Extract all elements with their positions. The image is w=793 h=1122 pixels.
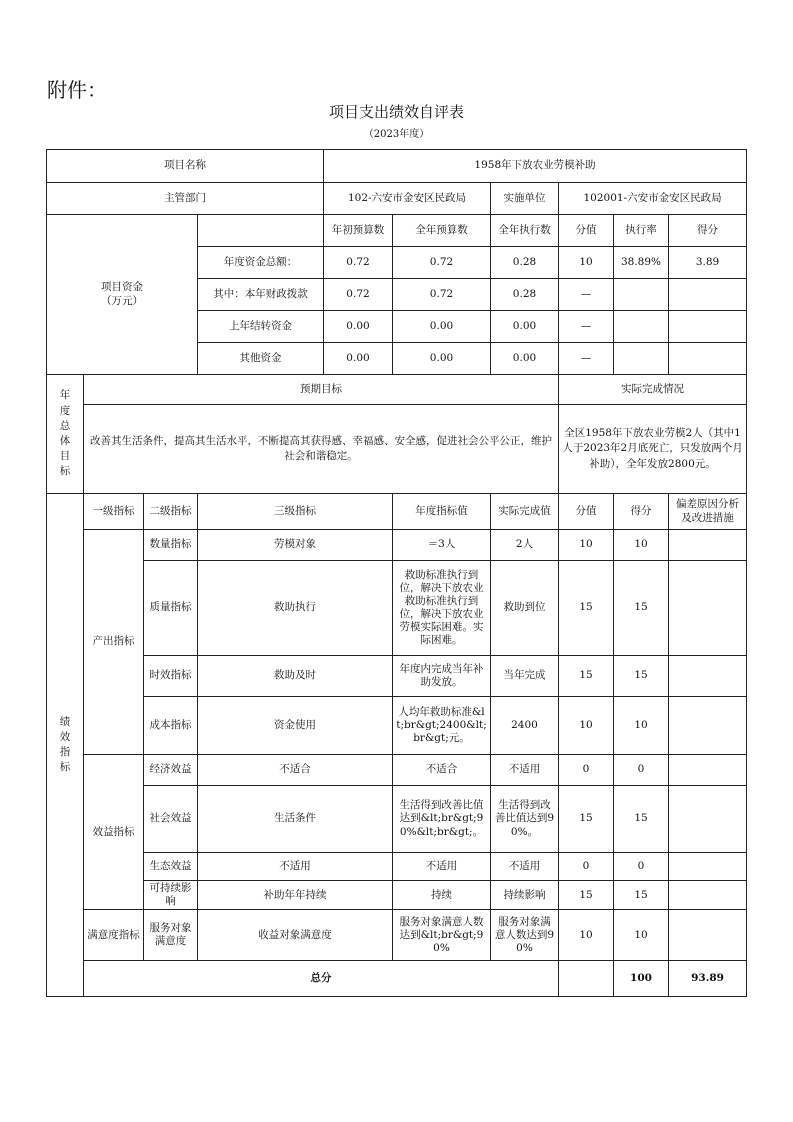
level1-satisfaction: 满意度指标 bbox=[84, 910, 144, 961]
impl-value: 102001-六安市金安区民政局 bbox=[559, 183, 747, 215]
funds-score bbox=[669, 311, 747, 343]
table-row bbox=[47, 697, 747, 755]
dept-value: 102-六安市金安区民政局 bbox=[324, 183, 491, 215]
perf-header-score: 得分 bbox=[614, 494, 669, 530]
funds-annual: 0.00 bbox=[393, 343, 491, 375]
value-cell: 10 bbox=[559, 530, 614, 561]
level2-cell: 数量指标 bbox=[144, 530, 198, 561]
perf-header-reason: 偏差原因分析及改进措施 bbox=[669, 494, 747, 530]
reason-cell bbox=[669, 697, 747, 755]
value-cell: 15 bbox=[559, 656, 614, 697]
row-project-name bbox=[47, 150, 747, 183]
row-total bbox=[47, 961, 747, 997]
funds-score-value: — bbox=[559, 279, 614, 311]
value-cell: 0 bbox=[559, 755, 614, 786]
score-cell: 10 bbox=[614, 530, 669, 561]
self-evaluation-table bbox=[46, 149, 747, 997]
actual-cell: 2人 bbox=[491, 530, 559, 561]
level2-cell: 经济效益 bbox=[144, 755, 198, 786]
funds-score-value: 10 bbox=[559, 247, 614, 279]
funds-annual: 0.72 bbox=[393, 247, 491, 279]
funds-row-label: 年度资金总额： bbox=[198, 247, 324, 279]
target-cell: 不适用 bbox=[393, 853, 491, 881]
actual-header: 实际完成情况 bbox=[559, 375, 747, 405]
reason-cell bbox=[669, 881, 747, 910]
level2-cell: 时效指标 bbox=[144, 656, 198, 697]
project-name-label: 项目名称 bbox=[47, 150, 324, 183]
row-overall-content bbox=[47, 405, 747, 494]
score-cell: 10 bbox=[614, 910, 669, 961]
level3-cell: 不适用 bbox=[198, 853, 393, 881]
perf-header-target: 年度指标值 bbox=[393, 494, 491, 530]
actual-cell: 服务对象满意人数达到90% bbox=[491, 910, 559, 961]
row-department bbox=[47, 183, 747, 215]
perf-header-level2: 二级指标 bbox=[144, 494, 198, 530]
funds-row-label: 其他资金 bbox=[198, 343, 324, 375]
reason-cell bbox=[669, 561, 747, 656]
table-row bbox=[47, 881, 747, 910]
target-cell: 生活得到改善比值达到&lt;br&gt;90%&lt;br&gt;。 bbox=[393, 786, 491, 853]
level2-cell: 生态效益 bbox=[144, 853, 198, 881]
score-cell: 15 bbox=[614, 881, 669, 910]
year-note: （2023年度） bbox=[363, 129, 430, 140]
level3-cell: 救助及时 bbox=[198, 656, 393, 697]
funds-initial: 0.72 bbox=[324, 279, 393, 311]
funds-executed: 0.00 bbox=[491, 343, 559, 375]
total-label: 总分 bbox=[84, 961, 559, 997]
actual-cell: 当年完成 bbox=[491, 656, 559, 697]
table-row bbox=[47, 910, 747, 961]
table-row bbox=[47, 755, 747, 786]
perf-header-actual: 实际完成值 bbox=[491, 494, 559, 530]
funds-rate bbox=[614, 311, 669, 343]
reason-cell bbox=[669, 786, 747, 853]
funds-header-annual: 全年预算数 bbox=[393, 215, 491, 247]
target-cell: 服务对象满意人数达到&lt;br&gt;90% bbox=[393, 910, 491, 961]
funds-rate bbox=[614, 343, 669, 375]
target-cell: 救助标准执行到位，解决下放农业救助标准执行到位，解决下放农业劳模实际困难。实际困难。 bbox=[393, 561, 491, 656]
funds-row-label: 上年结转资金 bbox=[198, 311, 324, 343]
dept-label: 主管部门 bbox=[47, 183, 324, 215]
target-cell: 持续 bbox=[393, 881, 491, 910]
funds-initial: 0.72 bbox=[324, 247, 393, 279]
reason-cell bbox=[669, 530, 747, 561]
funds-executed: 0.28 bbox=[491, 279, 559, 311]
table-row bbox=[47, 656, 747, 697]
performance-label: 绩 效 指 标 bbox=[47, 494, 84, 997]
target-cell: 年度内完成当年补助发放。 bbox=[393, 656, 491, 697]
row-funds-header bbox=[47, 215, 747, 247]
perf-header-level1: 一级指标 bbox=[84, 494, 144, 530]
actual-cell: 生活得到改善比值达到90%。 bbox=[491, 786, 559, 853]
table-row bbox=[47, 853, 747, 881]
attachment-label: 附件： bbox=[47, 78, 107, 102]
funds-label: 项目资金 （万元） bbox=[47, 215, 198, 375]
funds-rate: 38.89% bbox=[614, 247, 669, 279]
funds-score: 3.89 bbox=[669, 247, 747, 279]
actual-cell: 2400 bbox=[491, 697, 559, 755]
target-cell: 人均年救助标准&lt;br&gt;2400&lt;br&gt;元。 bbox=[393, 697, 491, 755]
score-cell: 0 bbox=[614, 755, 669, 786]
funds-rate bbox=[614, 279, 669, 311]
funds-header-rate: 执行率 bbox=[614, 215, 669, 247]
level3-cell: 收益对象满意度 bbox=[198, 910, 393, 961]
funds-executed: 0.28 bbox=[491, 247, 559, 279]
level1-benefit: 效益指标 bbox=[84, 755, 144, 910]
funds-annual: 0.72 bbox=[393, 279, 491, 311]
row-overall-header bbox=[47, 375, 747, 405]
funds-header-value: 分值 bbox=[559, 215, 614, 247]
actual-cell: 救助到位 bbox=[491, 561, 559, 656]
table-row bbox=[47, 561, 747, 656]
actual-cell: 不适用 bbox=[491, 853, 559, 881]
level3-cell: 生活条件 bbox=[198, 786, 393, 853]
project-name-value: 1958年下放农业劳模补助 bbox=[324, 150, 747, 183]
impl-label: 实施单位 bbox=[491, 183, 559, 215]
actual-completion-text: 全区1958年下放农业劳模2人（其中1人于2023年2月底死亡，只发放两个月补助），全年发放2800元。 bbox=[559, 405, 747, 494]
value-cell: 10 bbox=[559, 697, 614, 755]
level3-cell: 资金使用 bbox=[198, 697, 393, 755]
page-title: 项目支出绩效自评表 bbox=[328, 103, 464, 121]
funds-header-score: 得分 bbox=[669, 215, 747, 247]
target-cell: 不适合 bbox=[393, 755, 491, 786]
reason-cell bbox=[669, 853, 747, 881]
expected-goal-text: 改善其生活条件，提高其生活水平，不断提高其获得感、幸福感、安全感，促进社会公平公正，维护社会和谐稳定。 bbox=[84, 405, 559, 494]
table-row bbox=[47, 530, 747, 561]
total-value: 100 bbox=[614, 961, 669, 997]
reason-cell bbox=[669, 656, 747, 697]
level3-cell: 不适合 bbox=[198, 755, 393, 786]
funds-initial: 0.00 bbox=[324, 311, 393, 343]
level2-cell: 成本指标 bbox=[144, 697, 198, 755]
level3-cell: 补助年年持续 bbox=[198, 881, 393, 910]
funds-score bbox=[669, 343, 747, 375]
perf-header-level3: 三级指标 bbox=[198, 494, 393, 530]
score-cell: 10 bbox=[614, 697, 669, 755]
expected-header: 预期目标 bbox=[84, 375, 559, 405]
funds-initial: 0.00 bbox=[324, 343, 393, 375]
funds-row-label: 其中：本年财政拨款 bbox=[198, 279, 324, 311]
reason-cell bbox=[669, 910, 747, 961]
perf-header-value: 分值 bbox=[559, 494, 614, 530]
value-cell: 15 bbox=[559, 881, 614, 910]
funds-annual: 0.00 bbox=[393, 311, 491, 343]
table-row bbox=[47, 786, 747, 853]
score-cell: 15 bbox=[614, 561, 669, 656]
target-cell: ＝3人 bbox=[393, 530, 491, 561]
funds-header-blank bbox=[198, 215, 324, 247]
level1-output: 产出指标 bbox=[84, 530, 144, 755]
score-cell: 0 bbox=[614, 853, 669, 881]
level2-cell: 服务对象满意度 bbox=[144, 910, 198, 961]
level2-cell: 质量指标 bbox=[144, 561, 198, 656]
value-cell: 15 bbox=[559, 561, 614, 656]
level3-cell: 劳模对象 bbox=[198, 530, 393, 561]
funds-score bbox=[669, 279, 747, 311]
level3-cell: 救助执行 bbox=[198, 561, 393, 656]
level2-cell: 可持续影响 bbox=[144, 881, 198, 910]
row-performance-header bbox=[47, 494, 747, 530]
total-score: 93.89 bbox=[669, 961, 747, 997]
overall-label: 年 度 总 体 目 标 bbox=[47, 375, 84, 494]
score-cell: 15 bbox=[614, 786, 669, 853]
value-cell: 10 bbox=[559, 910, 614, 961]
funds-executed: 0.00 bbox=[491, 311, 559, 343]
value-cell: 0 bbox=[559, 853, 614, 881]
funds-header-executed: 全年执行数 bbox=[491, 215, 559, 247]
total-blank bbox=[559, 961, 614, 997]
value-cell: 15 bbox=[559, 786, 614, 853]
actual-cell: 不适用 bbox=[491, 755, 559, 786]
reason-cell bbox=[669, 755, 747, 786]
actual-cell: 持续影响 bbox=[491, 881, 559, 910]
level2-cell: 社会效益 bbox=[144, 786, 198, 853]
funds-score-value: — bbox=[559, 311, 614, 343]
funds-header-initial: 年初预算数 bbox=[324, 215, 393, 247]
funds-score-value: — bbox=[559, 343, 614, 375]
score-cell: 15 bbox=[614, 656, 669, 697]
